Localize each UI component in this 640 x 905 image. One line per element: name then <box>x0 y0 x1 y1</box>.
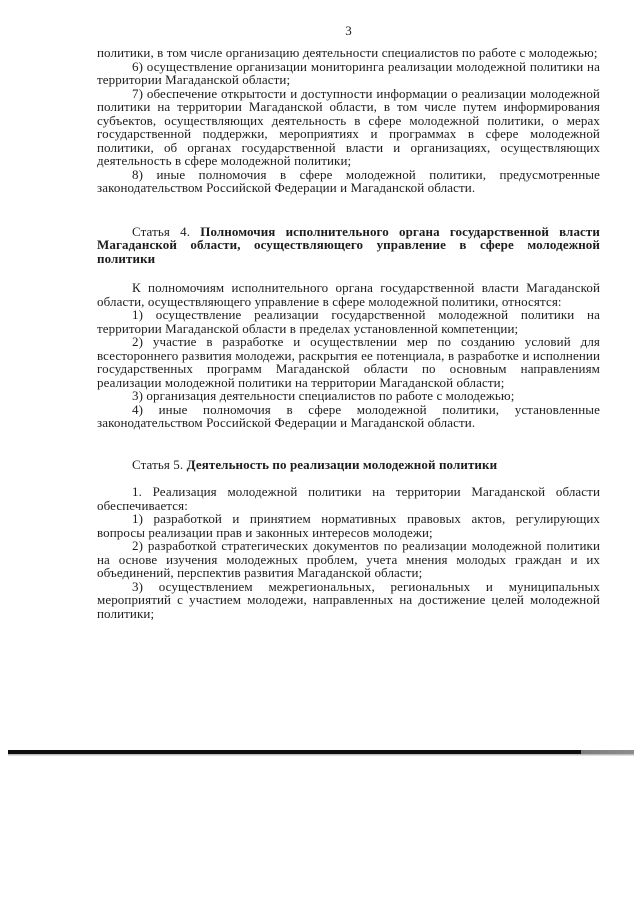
article-4-item-4: 4) иные полномочия в сфере молодежной политики, установленные законодательством Российской Федерации и Магаданской области. <box>97 401 600 430</box>
list-item-8: 8) иные полномочия в сфере молодежной политики, предусмотренные законодательством Российской Федерации и Магаданской области. <box>97 166 600 195</box>
article-5-label: Статья 5. <box>132 456 184 472</box>
article-4-item-2: 2) участие в разработке и осуществлении мер по созданию условий для всестороннего развития молодежи, раскрытия ее потенциала, в разработке и исполнении государственных программ Магаданской области по основным направлениям реализации молодежной политики на территории Магаданской области; <box>97 334 600 390</box>
article-5-item-2: 2) разработкой стратегических документов по реализации молодежной политики на основе изучения молодежных проблем, учета мнения молодых граждан и их объединений, перспектив развития Магаданской области; <box>97 538 600 580</box>
article-4-label: Статья 4. <box>132 223 191 239</box>
document-body <box>97 46 600 620</box>
list-item-7: 7) обеспечение открытости и доступности информации о реализации молодежной политики на территории Магаданской области, в том числе путем информирования субъектов, осуществляющих деятельность в сфере молодежной политики, о мерах государственной поддержки, мероприятиях и программах в сфере молодежной политики, об органах государственной власти и организациях, осуществляющих деятельность в сфере молодежной политики; <box>97 85 600 168</box>
article-5-item-1: 1) разработкой и принятием нормативных правовых актов, регулирующих вопросы реализации прав и законных интересов молодежи; <box>97 511 600 540</box>
paragraph-continuation: политики, в том числе организацию деятельности специалистов по работе с молодежью; <box>97 45 598 60</box>
article-4-heading <box>97 225 600 266</box>
article-4-item-1: 1) осуществление реализации государственной молодежной политики на территории Магаданской области в пределах установленной компетенции; <box>97 307 600 336</box>
article-5-title: Деятельность по реализации молодежной политики <box>186 456 498 472</box>
article-4-intro: К полномочиям исполнительного органа государственной власти Магаданской области, осуществляющего управление в сфере молодежной политики, относятся: <box>97 280 600 309</box>
article-5-intro: 1. Реализация молодежной политики на территории Магаданской области обеспечивается: <box>97 484 600 513</box>
list-item-6: 6) осуществление организации мониторинга реализации молодежной политики на территории Магаданской области; <box>97 58 600 87</box>
article-4-item-3: 3) организация деятельности специалистов по работе с молодежью; <box>132 388 515 403</box>
article-5-item-3: 3) осуществлением межрегиональных, региональных и муниципальных мероприятий с участием молодежи, направленных на достижение целей молодежной политики; <box>97 578 600 621</box>
article-5-heading <box>97 458 600 472</box>
bottom-divider-line <box>8 750 634 754</box>
page-number: 3 <box>345 23 352 38</box>
article-4-title: Полномочия исполнительного органа государственной власти Магаданской области, осуществляющего управление в сфере молодежной политики <box>97 223 600 266</box>
